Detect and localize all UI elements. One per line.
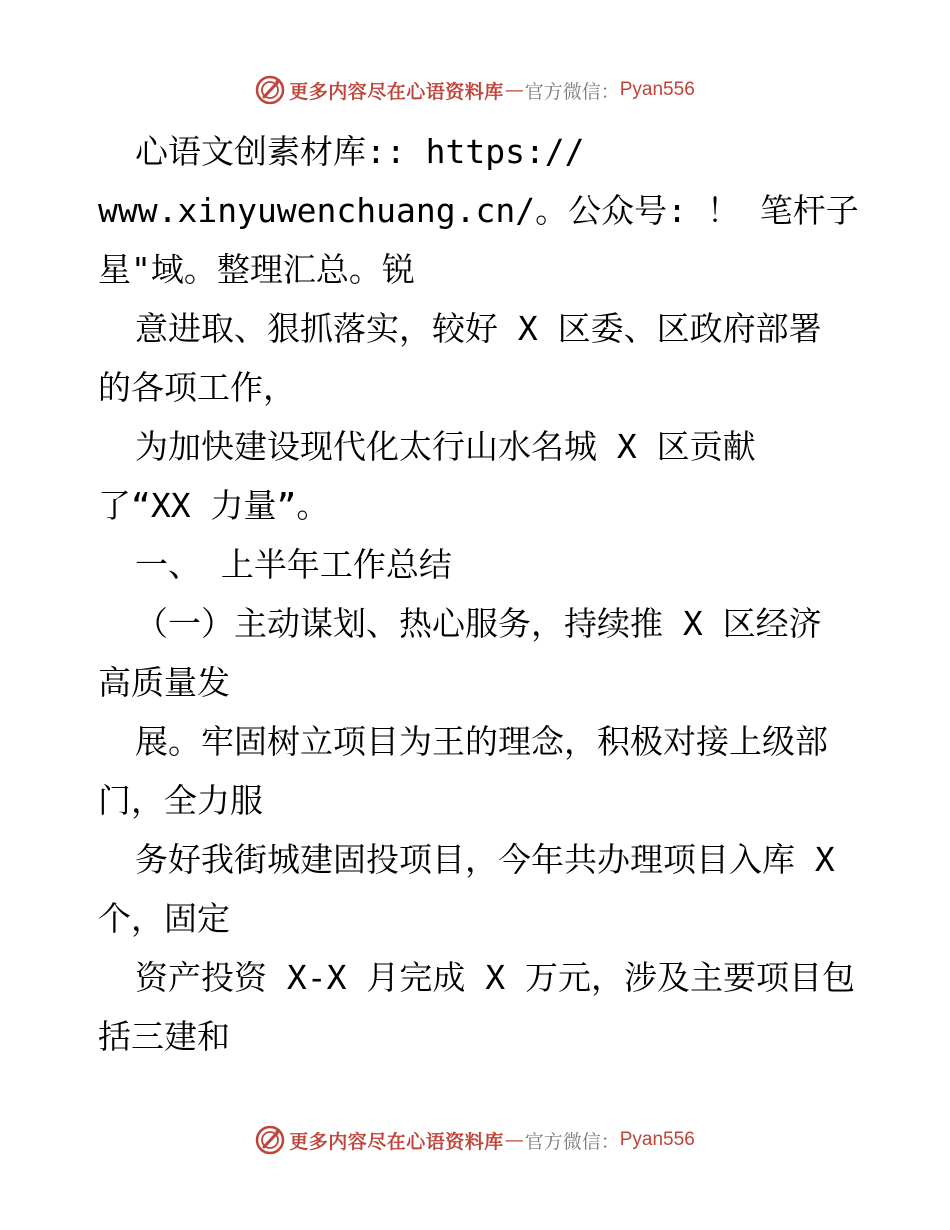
text-line: 意进取、狠抓落实，较好 X 区委、区政府部署 bbox=[135, 309, 822, 348]
banner-main-text: 更多内容尽在心语资料库 bbox=[289, 1130, 504, 1153]
text-line: 展。牢固树立项目为王的理念，积极对接上级部 bbox=[135, 722, 828, 761]
paragraph-body-3-cont bbox=[98, 1007, 868, 1066]
document-body bbox=[98, 122, 868, 1066]
paragraph-body-2-cont bbox=[98, 889, 868, 948]
subsection-heading-cont bbox=[98, 653, 868, 712]
banner-dash: — bbox=[504, 1129, 524, 1151]
banner-main-text: 更多内容尽在心语资料库 bbox=[289, 80, 504, 103]
banner-handle: Pyan556 bbox=[619, 1129, 695, 1150]
paragraph-source-2 bbox=[98, 181, 868, 299]
text-line: 个，固定 bbox=[98, 899, 230, 938]
paragraph-intro-2-cont bbox=[98, 476, 868, 535]
text-line: 务好我街城建固投项目，今年共办理项目入库 X bbox=[135, 840, 835, 879]
text-line: 门，全力服 bbox=[98, 781, 263, 820]
banner-handle: Pyan556 bbox=[619, 79, 695, 100]
text-line: 星"域。整理汇总。锐 bbox=[98, 250, 415, 289]
brand-logo-icon bbox=[255, 75, 285, 105]
paragraph-intro-2 bbox=[98, 417, 868, 476]
text-line: 资产投资 X-X 月完成 X 万元，涉及主要项目包 bbox=[135, 958, 855, 997]
banner-dash: — bbox=[504, 79, 524, 101]
paragraph-intro-1 bbox=[98, 299, 868, 358]
paragraph-body-1 bbox=[98, 712, 868, 771]
section-heading bbox=[98, 535, 868, 594]
subsection-heading bbox=[98, 594, 868, 653]
brand-logo-icon bbox=[255, 1125, 285, 1155]
banner-official-label: 官方微信： bbox=[524, 80, 620, 103]
text-line: www.xinyuwenchuang.cn/。公众号: ！ 笔杆子 bbox=[98, 191, 859, 230]
paragraph-body-1-cont bbox=[98, 771, 868, 830]
text-line: 一、 上半年工作总结 bbox=[135, 545, 452, 584]
text-line: （一）主动谋划、热心服务，持续推 X 区经济 bbox=[135, 604, 822, 643]
paragraph-source-1 bbox=[98, 122, 868, 181]
banner-official-label: 官方微信： bbox=[524, 1130, 620, 1153]
paragraph-intro-1-cont bbox=[98, 358, 868, 417]
paragraph-body-2 bbox=[98, 830, 868, 889]
header-watermark-banner bbox=[0, 72, 950, 108]
text-line: 的各项工作， bbox=[98, 368, 296, 407]
text-line: 了“XX 力量”。 bbox=[98, 486, 330, 525]
text-line: 心语文创素材库:: https:// bbox=[135, 132, 585, 171]
text-line: 高质量发 bbox=[98, 663, 230, 702]
text-line: 括三建和 bbox=[98, 1017, 230, 1056]
footer-watermark-banner bbox=[0, 1122, 950, 1158]
paragraph-body-3 bbox=[98, 948, 868, 1007]
text-line: 为加快建设现代化太行山水名城 X 区贡献 bbox=[135, 427, 756, 466]
